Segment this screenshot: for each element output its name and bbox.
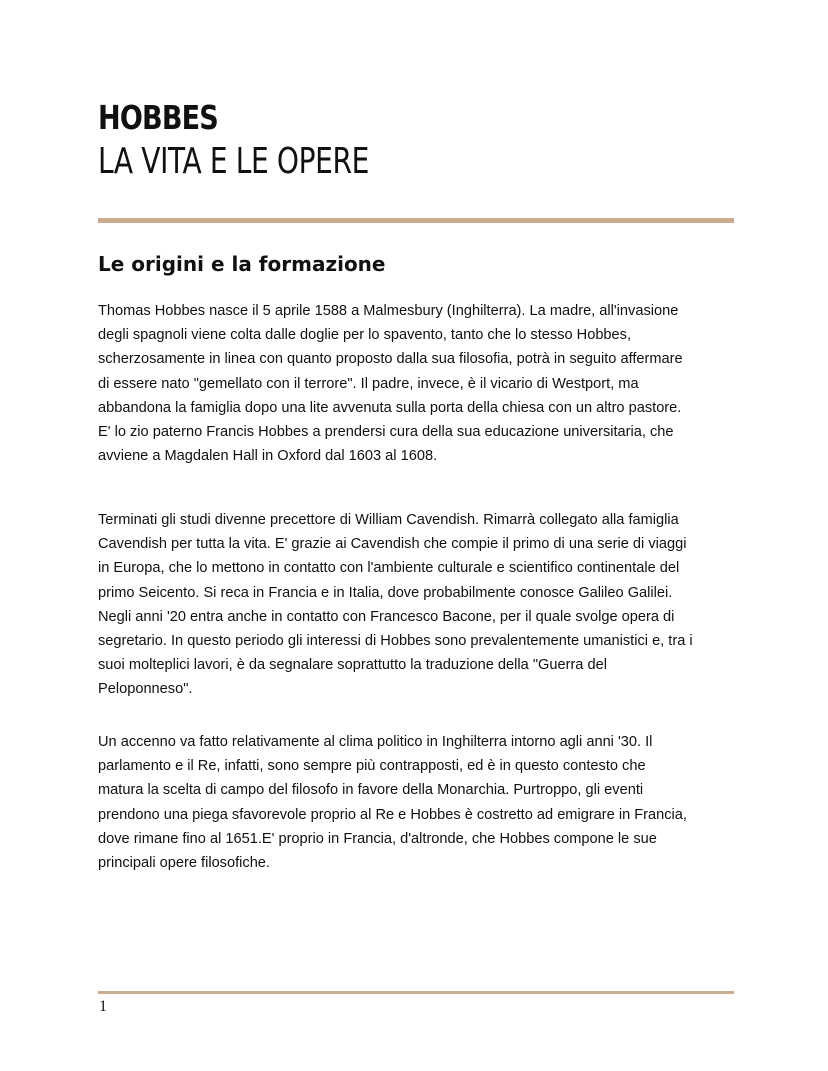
- paragraph-line: dove rimane fino al 1651.E' proprio in Francia, d'altronde, che Hobbes compone le sue: [98, 830, 657, 847]
- paragraph-line: primo Seicento. Si reca in Francia e in Italia, dove probabilmente conosce Galileo Galilei.: [98, 584, 673, 601]
- paragraph-line: Terminati gli studi divenne precettore di William Cavendish. Rimarrà collegato alla famiglia: [98, 512, 679, 528]
- paragraph-line: Negli anni '20 entra anche in contatto con Francesco Bacone, per il quale svolge opera di: [98, 608, 675, 625]
- document-title-block: [98, 98, 734, 184]
- paragraph-line: segretario. In questo periodo gli interessi di Hobbes sono prevalentemente umanistici e, tra i: [98, 633, 693, 650]
- document-subtitle: LA VITA E LE OPERE: [98, 141, 370, 182]
- paragraph-1: [98, 299, 734, 468]
- bottom-divider: [98, 991, 734, 994]
- section-heading: Le origini e la formazione: [98, 252, 386, 276]
- paragraph-2: [98, 508, 734, 702]
- paragraph-line: suoi molteplici lavori, è da segnalare soprattutto la traduzione della "Guerra del: [98, 657, 607, 674]
- paragraph-line: in Europa, che lo mettono in contatto con l'ambiente culturale e scientifico continentale del: [98, 560, 680, 577]
- paragraph-line: Un accenno va fatto relativamente al clima politico in Inghilterra intorno agli anni '30. Il: [98, 734, 653, 750]
- paragraph-line: abbandona la famiglia dopo una lite avvenuta sulla porta della chiesa con un altro pastore.: [98, 399, 682, 416]
- paragraph-3: [98, 730, 734, 875]
- paragraph-line: di essere nato "gemellato con il terrore". Il padre, invece, è il vicario di Westport, ma: [98, 375, 639, 392]
- document-title: HOBBES: [98, 98, 218, 137]
- paragraph-line: degli spagnoli viene colta dalle doglie per lo spavento, tanto che lo stesso Hobbes,: [98, 327, 632, 344]
- paragraph-line: E' lo zio paterno Francis Hobbes a prendersi cura della sua educazione universitaria, che: [98, 424, 674, 441]
- paragraph-line: parlamento e il Re, infatti, sono sempre più contrapposti, ed è in questo contesto che: [98, 758, 646, 775]
- paragraph-line: avviene a Magdalen Hall in Oxford dal 1603 al 1608.: [98, 448, 438, 465]
- paragraph-line: matura la scelta di campo del filosofo in favore della Monarchia. Purtroppo, gli eventi: [98, 782, 644, 799]
- top-divider: [98, 218, 734, 223]
- paragraph-line: Thomas Hobbes nasce il 5 aprile 1588 a Malmesbury (Inghilterra). La madre, all'invasione: [98, 303, 679, 319]
- paragraph-line: Cavendish per tutta la vita. E' grazie ai Cavendish che compie il primo di una serie di viaggi: [98, 536, 687, 553]
- paragraph-line: scherzosamente in linea con quanto proposto dalla sua filosofia, potrà in seguito affermare: [98, 351, 683, 368]
- paragraph-line: prendono una piega sfavorevole proprio al Re e Hobbes è costretto ad emigrare in Francia,: [98, 806, 687, 823]
- page-number: 1: [99, 998, 107, 1015]
- paragraph-line: principali opere filosofiche.: [98, 855, 270, 872]
- paragraph-line: Peloponneso".: [98, 681, 193, 698]
